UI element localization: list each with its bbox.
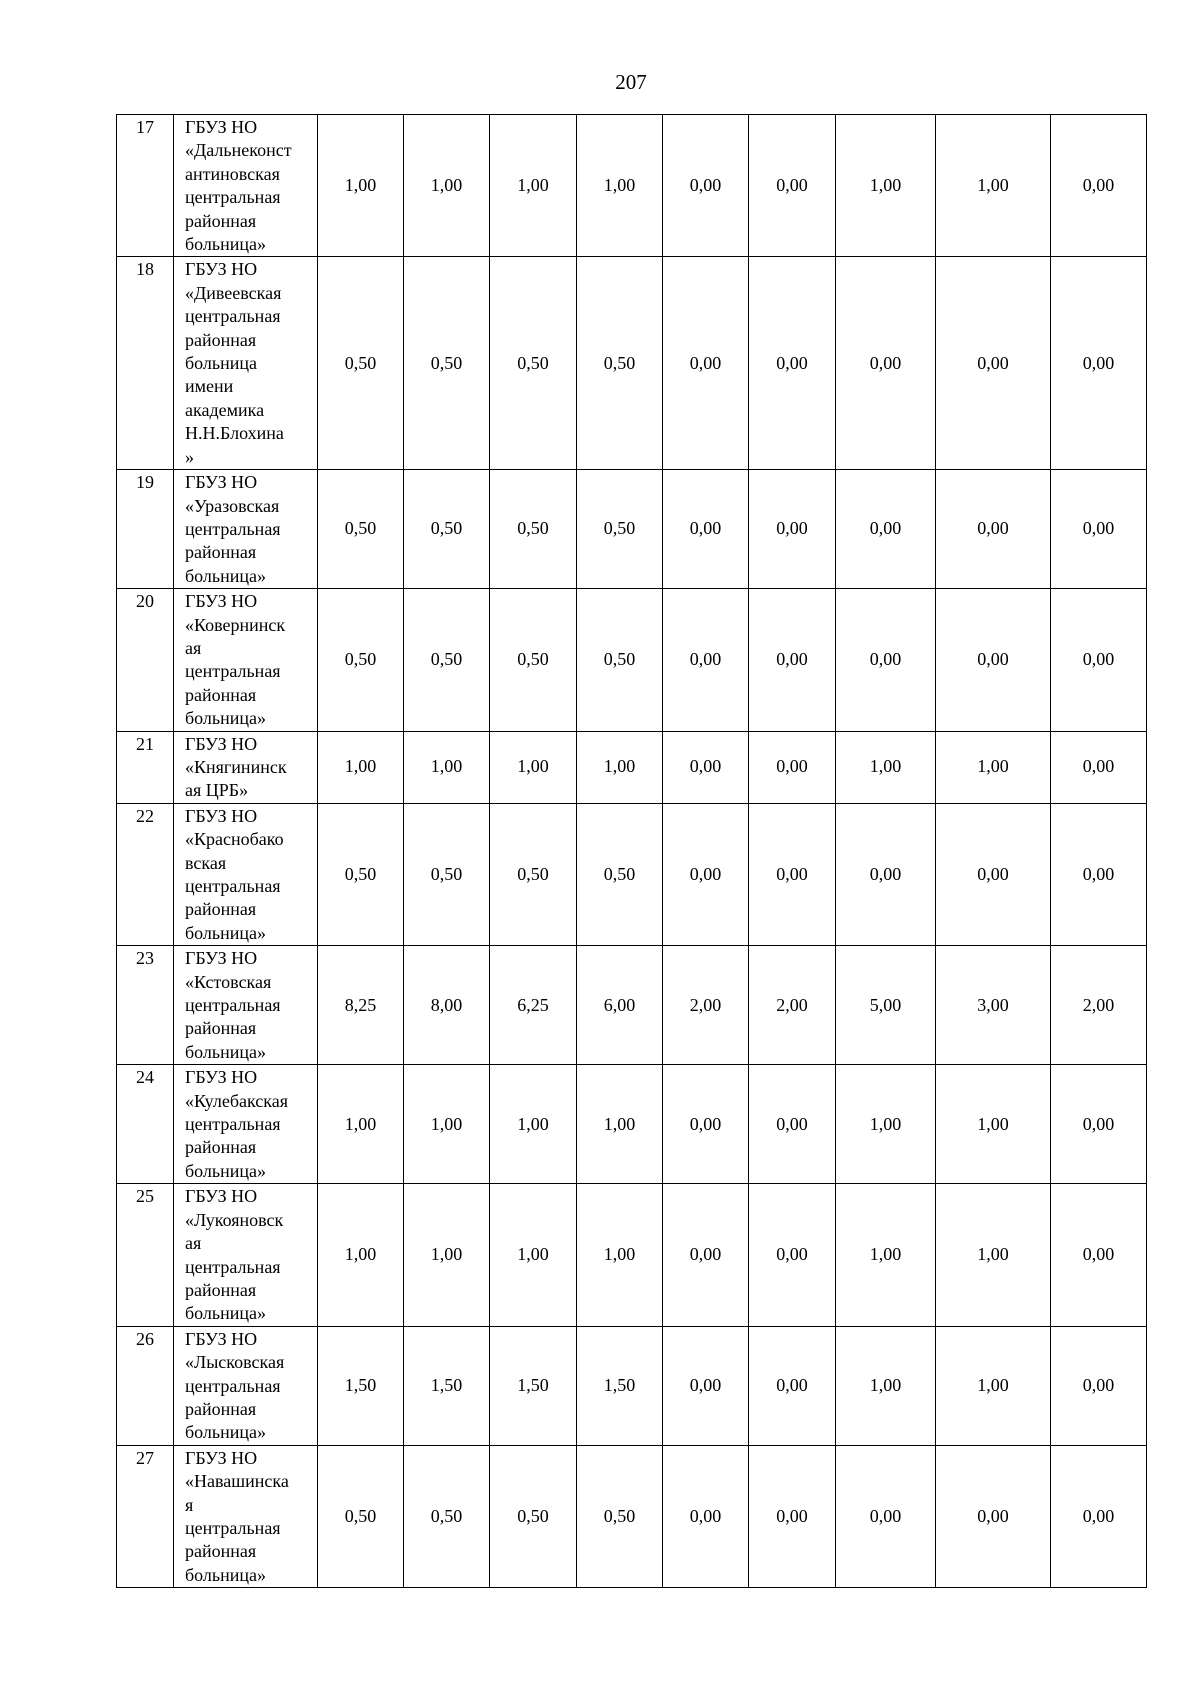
institution-name-line: академика bbox=[185, 399, 265, 420]
value-cell: 0,50 bbox=[318, 257, 404, 470]
row-number-cell: 20 bbox=[117, 589, 174, 731]
institution-name-line: больница» bbox=[185, 565, 266, 586]
institution-name-line: районная bbox=[185, 210, 257, 231]
value-cell: 0,00 bbox=[663, 589, 749, 731]
institution-name-cell bbox=[174, 589, 318, 731]
institution-name-line: ГБУЗ НО bbox=[185, 1328, 258, 1349]
value-cell: 0,00 bbox=[1051, 257, 1147, 470]
institution-name-cell bbox=[174, 115, 318, 257]
institution-name-line: «Навашинска bbox=[185, 1471, 289, 1492]
institution-name-line: ГБУЗ НО bbox=[185, 259, 258, 280]
value-cell: 0,00 bbox=[749, 1184, 836, 1326]
value-cell: 1,00 bbox=[490, 1184, 577, 1326]
value-cell: 1,00 bbox=[836, 1065, 936, 1184]
institution-name-line: центральная bbox=[185, 187, 281, 208]
value-cell: 0,00 bbox=[1051, 470, 1147, 589]
institution-name-line: центральная bbox=[185, 661, 281, 682]
value-cell: 1,50 bbox=[404, 1326, 490, 1445]
value-cell: 1,00 bbox=[490, 1065, 577, 1184]
institution-name-line: больница bbox=[185, 353, 257, 374]
value-cell: 0,50 bbox=[577, 589, 663, 731]
institution-name-line: центральная bbox=[185, 876, 281, 896]
institution-name-line: ая bbox=[185, 637, 202, 658]
table-row bbox=[117, 470, 1147, 589]
institution-name-line: больница» bbox=[185, 1422, 266, 1443]
institution-name-line: «Дивеевская bbox=[185, 282, 282, 303]
value-cell: 1,50 bbox=[577, 1326, 663, 1445]
institution-name-line: больница» bbox=[185, 1564, 266, 1585]
institution-name-line: районная bbox=[185, 1018, 257, 1039]
institution-name-line: больница» bbox=[185, 1303, 266, 1324]
institution-name-line: районная bbox=[185, 1398, 257, 1419]
institution-name-line: центральная bbox=[185, 306, 281, 327]
table-row bbox=[117, 257, 1147, 470]
institution-name-cell bbox=[174, 1065, 318, 1184]
value-cell: 0,00 bbox=[1051, 1184, 1147, 1326]
institution-name-line: ГБУЗ НО bbox=[185, 1067, 258, 1088]
table-row bbox=[117, 1326, 1147, 1445]
row-number-cell: 18 bbox=[117, 257, 174, 470]
value-cell: 1,00 bbox=[577, 1065, 663, 1184]
institution-name-line: районная bbox=[185, 1541, 257, 1562]
institution-name-line: «Дальнеконст bbox=[185, 140, 292, 161]
institution-name-line: центральная bbox=[185, 995, 281, 1016]
institution-name-line: «Лысковская bbox=[185, 1352, 285, 1373]
value-cell: 1,00 bbox=[318, 731, 404, 803]
institution-name-line: имени bbox=[185, 376, 234, 397]
value-cell: 0,00 bbox=[663, 115, 749, 257]
institution-name-line: больница» bbox=[185, 922, 266, 943]
value-cell: 3,00 bbox=[936, 946, 1051, 1065]
value-cell: 1,00 bbox=[318, 115, 404, 257]
value-cell: 0,00 bbox=[936, 1445, 1051, 1587]
institution-name-line: ГБУЗ НО bbox=[185, 472, 258, 493]
institution-name-line: районная bbox=[185, 684, 257, 705]
institution-name-line: больница» bbox=[185, 708, 266, 729]
institution-name-line: центральная bbox=[185, 518, 281, 539]
institution-name-line: » bbox=[185, 446, 194, 467]
value-cell: 1,00 bbox=[936, 731, 1051, 803]
value-cell: 0,00 bbox=[1051, 589, 1147, 731]
institution-name-cell bbox=[174, 257, 318, 470]
value-cell: 0,50 bbox=[404, 589, 490, 731]
value-cell: 1,00 bbox=[490, 115, 577, 257]
value-cell: 0,50 bbox=[490, 1445, 577, 1587]
institution-name-line: ГБУЗ НО bbox=[185, 733, 258, 754]
table-row bbox=[117, 946, 1147, 1065]
value-cell: 0,00 bbox=[749, 589, 836, 731]
value-cell: 0,00 bbox=[836, 803, 936, 945]
value-cell: 1,00 bbox=[404, 1184, 490, 1326]
value-cell: 0,50 bbox=[404, 470, 490, 589]
table-row bbox=[117, 803, 1147, 945]
value-cell: 0,50 bbox=[577, 803, 663, 945]
value-cell: 0,00 bbox=[1051, 115, 1147, 257]
value-cell: 0,50 bbox=[577, 470, 663, 589]
value-cell: 0,50 bbox=[404, 1445, 490, 1587]
institution-name-line: ГБУЗ НО bbox=[185, 948, 258, 969]
value-cell: 0,50 bbox=[318, 1445, 404, 1587]
value-cell: 1,50 bbox=[490, 1326, 577, 1445]
value-cell: 0,00 bbox=[663, 1445, 749, 1587]
row-number-cell: 17 bbox=[117, 115, 174, 257]
data-table bbox=[116, 114, 1147, 1588]
value-cell: 0,00 bbox=[749, 470, 836, 589]
value-cell: 1,00 bbox=[404, 731, 490, 803]
value-cell: 0,50 bbox=[490, 589, 577, 731]
value-cell: 0,00 bbox=[663, 257, 749, 470]
value-cell: 0,50 bbox=[404, 257, 490, 470]
value-cell: 0,00 bbox=[663, 803, 749, 945]
row-number-cell: 25 bbox=[117, 1184, 174, 1326]
institution-name-line: районная bbox=[185, 1279, 257, 1300]
value-cell: 1,00 bbox=[836, 731, 936, 803]
value-cell: 0,00 bbox=[1051, 1326, 1147, 1445]
table-row bbox=[117, 589, 1147, 731]
value-cell: 0,00 bbox=[749, 115, 836, 257]
institution-name-line: районная bbox=[185, 899, 257, 920]
value-cell: 0,00 bbox=[663, 470, 749, 589]
value-cell: 0,00 bbox=[936, 589, 1051, 731]
value-cell: 1,00 bbox=[318, 1184, 404, 1326]
row-number-cell: 21 bbox=[117, 731, 174, 803]
value-cell: 1,00 bbox=[577, 731, 663, 803]
value-cell: 1,50 bbox=[318, 1326, 404, 1445]
table-row bbox=[117, 115, 1147, 257]
value-cell: 8,00 bbox=[404, 946, 490, 1065]
page-number: 207 bbox=[615, 70, 647, 94]
value-cell: 2,00 bbox=[749, 946, 836, 1065]
institution-name-line: ГБУЗ НО bbox=[185, 591, 258, 612]
value-cell: 0,00 bbox=[936, 470, 1051, 589]
value-cell: 0,50 bbox=[318, 470, 404, 589]
institution-name-line: «Краснобако bbox=[185, 829, 284, 850]
institution-name-cell bbox=[174, 731, 318, 803]
institution-name-line: «Кулебакская bbox=[185, 1090, 289, 1111]
value-cell: 2,00 bbox=[663, 946, 749, 1065]
value-cell: 1,00 bbox=[490, 731, 577, 803]
value-cell: 0,00 bbox=[663, 1326, 749, 1445]
institution-name-line: ГБУЗ НО bbox=[185, 805, 258, 826]
institution-name-cell bbox=[174, 946, 318, 1065]
value-cell: 1,00 bbox=[936, 115, 1051, 257]
value-cell: 1,00 bbox=[936, 1326, 1051, 1445]
institution-name-line: районная bbox=[185, 542, 257, 563]
value-cell: 1,00 bbox=[836, 115, 936, 257]
value-cell: 0,00 bbox=[1051, 1445, 1147, 1587]
value-cell: 0,00 bbox=[663, 731, 749, 803]
value-cell: 0,00 bbox=[836, 257, 936, 470]
institution-name-cell bbox=[174, 1326, 318, 1445]
institution-name-line: районная bbox=[185, 1137, 257, 1158]
value-cell: 5,00 bbox=[836, 946, 936, 1065]
table-row bbox=[117, 1184, 1147, 1326]
institution-name-line: центральная bbox=[185, 1256, 281, 1277]
value-cell: 1,00 bbox=[936, 1065, 1051, 1184]
value-cell: 0,00 bbox=[836, 470, 936, 589]
institution-name-line: «Уразовская bbox=[185, 495, 280, 516]
institution-name-line: больница» bbox=[185, 1160, 266, 1181]
value-cell: 0,00 bbox=[836, 1445, 936, 1587]
institution-name-cell bbox=[174, 803, 318, 945]
value-cell: 1,00 bbox=[836, 1184, 936, 1326]
institution-name-line: ГБУЗ НО bbox=[185, 117, 258, 137]
value-cell: 0,00 bbox=[749, 257, 836, 470]
value-cell: 1,00 bbox=[404, 115, 490, 257]
institution-name-cell bbox=[174, 470, 318, 589]
row-number-cell: 27 bbox=[117, 1445, 174, 1587]
institution-name-line: центральная bbox=[185, 1114, 281, 1135]
value-cell: 0,00 bbox=[749, 803, 836, 945]
table-row bbox=[117, 731, 1147, 803]
institution-name-line: «Княгининск bbox=[185, 756, 287, 777]
institution-name-cell bbox=[174, 1445, 318, 1587]
value-cell: 0,00 bbox=[1051, 803, 1147, 945]
institution-name-line: «Кстовская bbox=[185, 971, 272, 992]
institution-name-line: центральная bbox=[185, 1375, 281, 1396]
value-cell: 0,50 bbox=[490, 803, 577, 945]
institution-name-line: ГБУЗ НО bbox=[185, 1447, 258, 1468]
value-cell: 0,50 bbox=[490, 470, 577, 589]
value-cell: 0,50 bbox=[577, 257, 663, 470]
institution-name-line: я bbox=[185, 1494, 194, 1515]
value-cell: 6,00 bbox=[577, 946, 663, 1065]
institution-name-line: «Лукояновск bbox=[185, 1209, 284, 1230]
value-cell: 1,00 bbox=[318, 1065, 404, 1184]
row-number-cell: 22 bbox=[117, 803, 174, 945]
value-cell: 0,50 bbox=[577, 1445, 663, 1587]
row-number-cell: 23 bbox=[117, 946, 174, 1065]
value-cell: 0,50 bbox=[404, 803, 490, 945]
table-body bbox=[117, 115, 1147, 1588]
value-cell: 0,00 bbox=[749, 1065, 836, 1184]
value-cell: 0,00 bbox=[936, 803, 1051, 945]
value-cell: 0,00 bbox=[1051, 1065, 1147, 1184]
value-cell: 0,50 bbox=[318, 803, 404, 945]
value-cell: 0,00 bbox=[836, 589, 936, 731]
institution-name-line: ая ЦРБ» bbox=[185, 780, 249, 801]
table-row bbox=[117, 1445, 1147, 1587]
institution-name-line: больница» bbox=[185, 234, 266, 255]
value-cell: 0,00 bbox=[936, 257, 1051, 470]
institution-name-line: вская bbox=[185, 852, 227, 873]
value-cell: 1,00 bbox=[836, 1326, 936, 1445]
institution-name-line: антиновская bbox=[185, 163, 280, 184]
value-cell: 0,00 bbox=[663, 1065, 749, 1184]
institution-name-line: ая bbox=[185, 1233, 202, 1254]
institution-name-line: центральная bbox=[185, 1517, 281, 1538]
row-number-cell: 24 bbox=[117, 1065, 174, 1184]
value-cell: 0,00 bbox=[1051, 731, 1147, 803]
value-cell: 1,00 bbox=[936, 1184, 1051, 1326]
institution-name-line: ГБУЗ НО bbox=[185, 1186, 258, 1207]
institution-name-line: больница» bbox=[185, 1041, 266, 1062]
value-cell: 0,00 bbox=[749, 731, 836, 803]
institution-name-line: «Ковернинск bbox=[185, 614, 286, 635]
value-cell: 0,00 bbox=[749, 1326, 836, 1445]
value-cell: 1,00 bbox=[404, 1065, 490, 1184]
institution-name-cell bbox=[174, 1184, 318, 1326]
value-cell: 0,50 bbox=[490, 257, 577, 470]
value-cell: 0,00 bbox=[749, 1445, 836, 1587]
value-cell: 8,25 bbox=[318, 946, 404, 1065]
value-cell: 1,00 bbox=[577, 115, 663, 257]
row-number-cell: 26 bbox=[117, 1326, 174, 1445]
row-number-cell: 19 bbox=[117, 470, 174, 589]
institution-name-line: районная bbox=[185, 329, 257, 350]
table-row bbox=[117, 1065, 1147, 1184]
value-cell: 6,25 bbox=[490, 946, 577, 1065]
value-cell: 2,00 bbox=[1051, 946, 1147, 1065]
value-cell: 0,50 bbox=[318, 589, 404, 731]
value-cell: 0,00 bbox=[663, 1184, 749, 1326]
value-cell: 1,00 bbox=[577, 1184, 663, 1326]
institution-name-line: Н.Н.Блохина bbox=[185, 423, 284, 444]
